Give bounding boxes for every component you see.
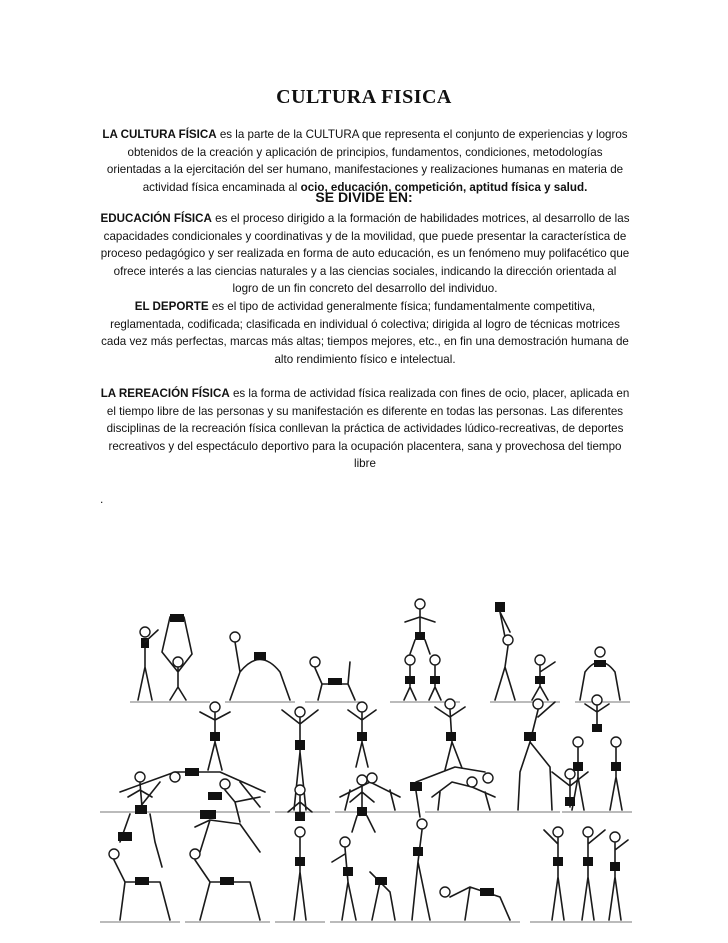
acro-balance-group xyxy=(425,699,510,812)
intro-bold-tail: ocio, educación, competición, aptitud física y salud. xyxy=(300,180,588,194)
acro-bench-pair xyxy=(185,779,270,922)
section-subheading: SE DIVIDE EN: xyxy=(315,189,413,205)
acro-stack-one xyxy=(100,772,180,922)
acro-tower-three xyxy=(390,599,460,702)
acro-floor-splits xyxy=(100,702,270,812)
acro-star-stand xyxy=(275,707,330,812)
acro-handstand-on-shoulders xyxy=(490,602,560,702)
trailing-mark: . xyxy=(100,492,104,506)
deporte-term: EL DEPORTE xyxy=(134,300,209,313)
recreacion-term: LA REREACIÓN FÍSICA xyxy=(100,387,230,400)
educacion-term: EDUCACIÓN FÍSICA xyxy=(100,212,212,225)
recreacion-paragraph xyxy=(100,385,630,473)
recreacion-text: es la forma de actividad física realizada con fines de ocio, placer, aplicada en el tiempo libre de las personas y su manifestación es diferente en todas las personas. Las diferentes disciplinas de la recreación física conllevan la práctica de actividades lúdico-recreativas, de deportes recreativos y del espectáculo deportivo para la ocupación placentera, sana y provechosa del tiempo libre xyxy=(106,387,630,470)
acro-kneeling-base xyxy=(335,702,420,812)
acrobatics-illustration xyxy=(100,592,632,927)
intro-paragraph xyxy=(100,126,630,196)
acro-bridge xyxy=(225,632,295,702)
page-title: CULTURA FISICA xyxy=(276,86,452,108)
acro-kneel-support xyxy=(305,657,360,702)
intro-text: es la parte de la CULTURA que representa el conjunto de experiencias y logros obtenidos de la creación y aplicación de principios, fundamentos, condiciones, metodologías orientadas a la ejercitación del ser humano, manifestaciones y realizaciones humanas en materia de actividad física encaminada al xyxy=(106,128,628,194)
acro-three-columns xyxy=(562,695,632,812)
acro-standing-tower xyxy=(275,785,325,922)
deporte-text: es el tipo de actividad generalmente física; fundamentalmente competitiva, reglamentada, codificada; clasificada en individual ó colectiva; dirigida al logro de técnicas motrices cada vez más perfectas, marcas más altas; tiempos mejores, etc., en fin una demostración humana de alto rendimiento físico e intelectual. xyxy=(101,300,629,366)
acrobatics-figures-icon xyxy=(100,592,632,927)
deporte-paragraph xyxy=(100,298,630,368)
acro-lean-pair xyxy=(510,699,560,812)
acro-pair-handstand xyxy=(130,614,210,702)
acro-arch xyxy=(575,647,630,702)
educacion-paragraph xyxy=(100,210,630,298)
educacion-text: es el proceso dirigido a la formación de habilidades motrices, al desarrollo de las capacidades condicionales y coordinativas y de la movilidad, que puede presentar la característica de proceso pedagógico y ser realizada en forma de auto educación, es un fenómeno muy polifacético que ofrece interés a las ciencias naturales y a las ciencias sociales, indicando la dirección orientada al logro de un fin concreto del desarrollo del individuo. xyxy=(100,212,630,295)
acro-long-arch xyxy=(400,767,520,922)
intro-term: LA CULTURA FÍSICA xyxy=(102,128,217,141)
